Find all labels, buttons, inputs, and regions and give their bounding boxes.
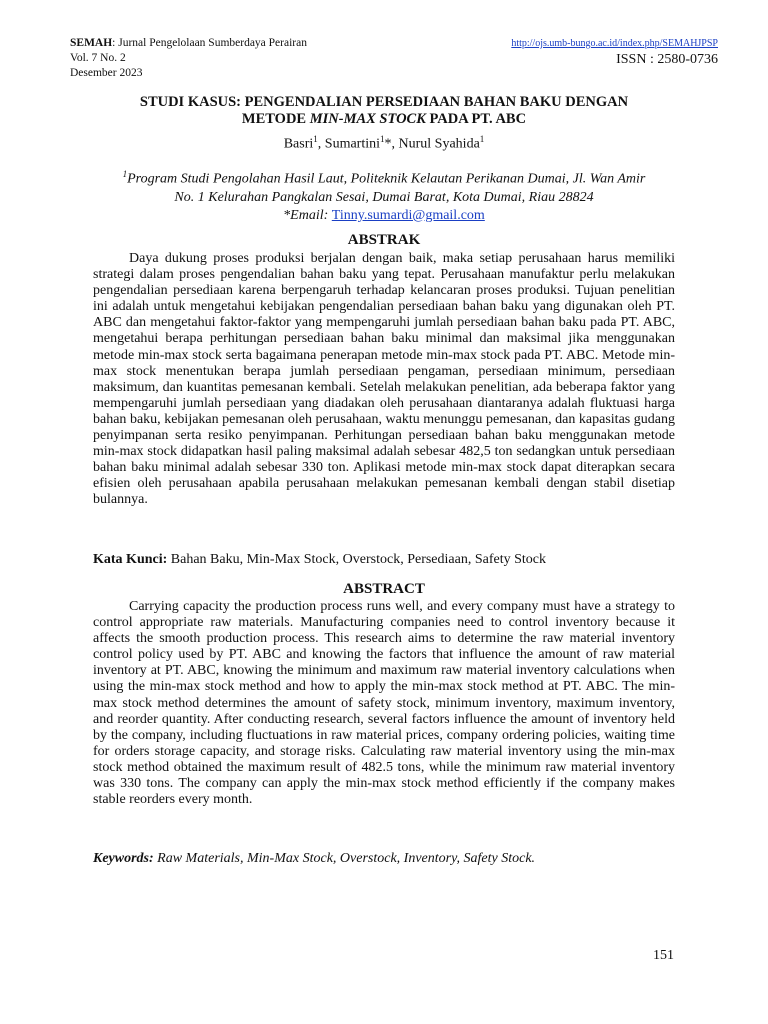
keywords-values: Raw Materials, Min-Max Stock, Overstock, Inventory, Safety Stock. [153, 851, 536, 866]
kata-kunci-label: Kata Kunci: [93, 552, 168, 567]
journal-volume: Vol. 7 No. 2 [70, 52, 126, 64]
affiliation [92, 165, 676, 225]
author-2: , Sumartini [317, 136, 381, 152]
journal-header [70, 36, 307, 81]
journal-url-link[interactable]: http://ojs.umb-bungo.ac.id/index.php/SEMAHJPSP [511, 38, 718, 49]
title-line-2 [70, 111, 698, 128]
author-3: , Nurul Syahida [391, 136, 480, 152]
abstract-heading: ABSTRACT [343, 581, 425, 597]
journal-date: Desember 2023 [70, 67, 143, 79]
keywords [93, 851, 675, 867]
author-1-affil: 1 [313, 134, 318, 144]
abstrak-text: Daya dukung proses produksi berjalan dengan baik, maka setiap perusahaan harus memiliki strategi dalam proses pengendalian bahan baku yang tepat. Perusahaan manufaktur perlu melakukan pengendalian persediaan karena berpengaruh terhadap kelancaran proses produksi. Tujuan penelitian ini adalah untuk mengetahui kebijakan pengendalian persediaan bahan baku yang digunakan oleh PT. ABC dan mengetahui faktor-faktor yang mempengaruhi jumlah persediaan bahan baku pada PT. ABC, mengetahui berapa perhitungan persediaan bahan baku minimal dan maksimal jika menggunakan metode min-max stock serta bagaimana penerapan metode min-max stock pada PT. ABC. Metode min-max stock menentukan berapa jumlah persediaan pengaman, persediaan minimum, persediaan maksimum, dan kuantitas pemesanan kembali. Setelah melakukan penelitian, ada beberapa faktor yang mempengaruhi jumlah persediaan yang diadakan oleh perusahaan diantaranya adalah fluktuasi harga bahan baku, kebijakan pemesanan oleh perusahaan, waktu menunggu pemesanan, dan kapasitas gudang penyimpanan serta resiko penyimpanan. Perhitungan persediaan bahan baku menggunakan metode min-max stock didapatkan hasil paling maksimal adalah sebesar 482,5 ton sedangkan untuk persediaan bahan baku minimal adalah sebesar 330 ton. Aplikasi metode min-max stock dapat diterapkan secara efisien oleh perusahaan apabila perusahaan melakukan pemesanan kembali dengan stabil disetiap bulannya. [93, 251, 675, 508]
affiliation-line-2: No. 1 Kelurahan Pangkalan Sesai, Dumai Barat, Kota Dumai, Riau 28824 [174, 189, 594, 205]
kata-kunci [93, 552, 675, 568]
abstrak-heading: ABSTRAK [347, 232, 421, 248]
email-link[interactable]: Tinny.sumardi@gmail.com [331, 207, 485, 223]
email-line [92, 207, 676, 225]
keywords-label: Keywords: [93, 851, 154, 866]
corresponding-mark: * [384, 136, 392, 152]
title-line-2-italic: MIN-MAX STOCK [309, 111, 426, 127]
author-3-affil: 1 [479, 134, 485, 144]
author-list [70, 134, 698, 153]
author-2-affil: 1 [380, 134, 385, 144]
abstract-text: Carrying capacity the production process runs well, and every company must have a strategy to control appropriate raw materials. Manufacturing companies need to control inventory because it affects the smooth production process. This research aims to determine the raw material inventory control policy used by PT. ABC and knowing the factors that influence the amount of raw material inventory at PT. ABC, knowing the minimum and maximum raw material inventory calculations when using the min-max stock method and how to apply the min-max stock method at PT. ABC. The min-max stock method determines the amount of safety stock, minimum inventory, maximum inventory, and reorder quantity. After conducting research, several factors influence the amount of inventory held by the company, including fluctuations in raw material prices, company ordering policies, waiting time for orders storage capacity, and storage risks. Calculating raw material inventory using the min-max stock method obtained the maximum result of 482.5 tons, while the minimum raw material inventory was 330 tons. The company can apply the min-max stock method efficiently if the company makes stable reorders every month. [93, 599, 675, 808]
journal-name: SEMAH [70, 37, 113, 49]
author-1: Basri [283, 136, 314, 152]
page-number: 151 [653, 948, 674, 963]
title-line-2-suffix: PADA PT. ABC [425, 111, 527, 127]
affiliation-line-1 [92, 165, 676, 189]
kata-kunci-values: Bahan Baku, Min-Max Stock, Overstock, Persediaan, Safety Stock [167, 552, 546, 567]
affiliation-sup: 1 [122, 169, 128, 179]
paper-title [70, 94, 698, 128]
affiliation-text-1: Program Studi Pengolahan Hasil Laut, Politeknik Kelautan Perikanan Dumai, Jl. Wan Amir [127, 171, 646, 187]
title-line-1: STUDI KASUS: PENGENDALIAN PERSEDIAAN BAHAN BAKU DENGAN [139, 94, 629, 110]
journal-header-right [511, 36, 718, 67]
journal-issn: ISSN : 2580-0736 [616, 52, 718, 67]
email-label: *Email: [283, 207, 332, 223]
title-line-2-prefix: METODE [241, 111, 310, 127]
journal-subtitle: : Jurnal Pengelolaan Sumberdaya Perairan [112, 37, 307, 49]
